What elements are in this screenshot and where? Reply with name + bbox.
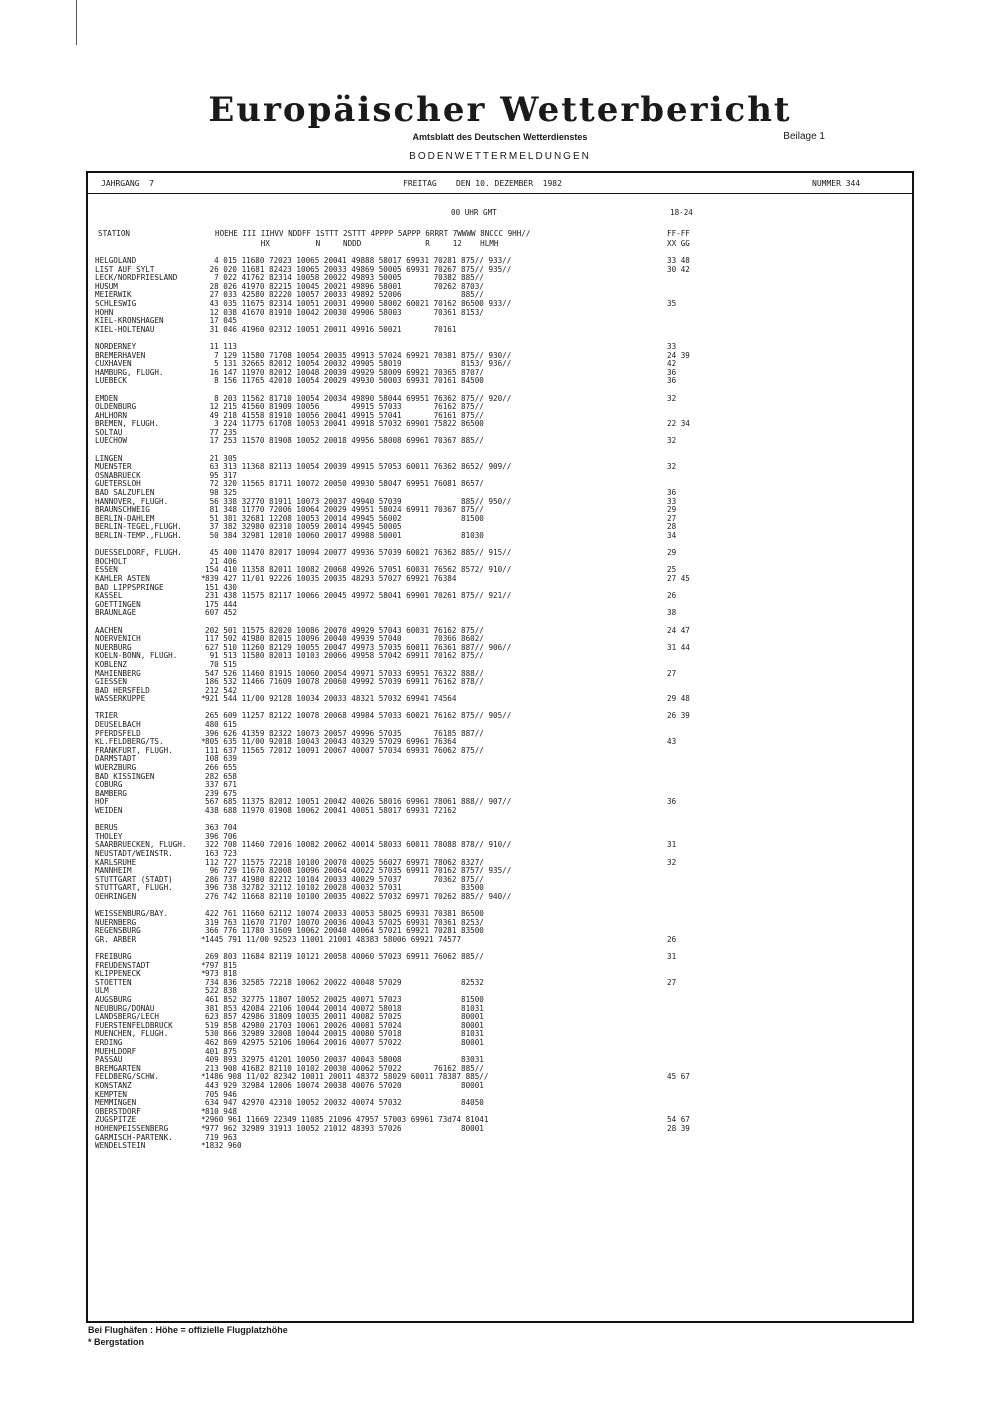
- synop-code: 286 737 41980 82212 10104 20033 40029 57037 70362 875//: [205, 874, 484, 884]
- station-name: NEUSTADT/WEINSTR.: [95, 848, 173, 858]
- synop-code: 117 502 41980 82015 10096 20040 49939 57040 70366 8602/: [205, 634, 484, 644]
- station-name: HUSUM: [95, 281, 118, 291]
- station-name: OSNABRUECK: [95, 470, 141, 480]
- station-name: FRANKFURT, FLUGH.: [95, 745, 173, 755]
- observation-time: 00 UHR GMT: [451, 208, 497, 217]
- station-name: DUESSELDORF, FLUGH.: [95, 548, 182, 558]
- synop-code: 265 609 11257 82122 10078 20068 49984 57033 60021 76162 875// 905//: [205, 711, 512, 721]
- issue-number: NUMMER 344: [812, 179, 861, 188]
- wind-gust: 27: [667, 668, 677, 678]
- synop-code: 21 305: [205, 453, 238, 463]
- synop-code: 151 430: [205, 582, 238, 592]
- station-name: KASSEL: [95, 591, 123, 601]
- wind-gust: 36: [667, 367, 677, 377]
- station-name: NUERNBERG: [95, 917, 137, 927]
- station-name: THOLEY: [95, 831, 123, 841]
- table-row: [95, 807, 900, 816]
- wind-gust: 36: [667, 376, 677, 386]
- station-name: KONSTANZ: [95, 1081, 132, 1090]
- synop-code: 202 501 11575 82020 10086 20070 49929 57043 60031 76162 875//: [205, 625, 484, 635]
- wind-gust: 32: [667, 857, 677, 867]
- station-name: PASSAU: [95, 1055, 123, 1065]
- station-name: KEMPTEN: [95, 1089, 128, 1099]
- station-name: STUTTGART (STADT): [95, 874, 173, 884]
- table-row: [95, 1142, 900, 1151]
- synop-code: 607 452: [205, 608, 238, 618]
- station-name: BERUS: [95, 823, 118, 833]
- publisher-subtitle: Amtsblatt des Deutschen Wetterdienstes: [412, 132, 588, 142]
- station-name: GUETERSLOH: [95, 479, 141, 489]
- station-name: KLIPPENECK: [95, 969, 141, 979]
- station-name: LUECHOW: [95, 436, 128, 446]
- station-name: KARLSRUHE: [95, 857, 137, 867]
- synop-code: 797 815: [205, 960, 238, 970]
- synop-code: 319 763 11670 71707 10070 20036 40043 57025 69931 70361 8253/: [205, 917, 484, 927]
- table-row: [95, 377, 900, 386]
- station-name: BERLIN-TEGEL,FLUGH.: [95, 522, 182, 532]
- station-name: FUERSTENFELDBRUCK: [95, 1020, 173, 1030]
- synop-code: 3 224 11775 61708 10053 20041 49918 57032 69901 75822 86500: [205, 419, 484, 429]
- station-name: REGENSBURG: [95, 926, 141, 936]
- station-name: BREMGARTEN: [95, 1063, 141, 1073]
- report-date: FREITAG DEN 10. DEZEMBER 1982: [403, 179, 562, 188]
- wind-gust: 25: [667, 565, 677, 575]
- synop-code: 175 444: [205, 599, 238, 609]
- synop-code: 56 338 32770 81911 10073 20037 49940 57039 885// 950//: [205, 496, 512, 506]
- synop-code: 77 235: [205, 427, 238, 437]
- station-name: MUENCHEN, FLUGH.: [95, 1029, 169, 1039]
- synop-code: 72 320 11565 81711 10072 20050 49930 58047 69951 76081 8657/: [205, 479, 484, 489]
- synop-code: 396 706: [205, 831, 238, 841]
- station-name: TRIER: [95, 711, 118, 721]
- synop-code: 547 526 11460 81915 10060 20054 49971 57033 69951 76322 888//: [205, 668, 484, 678]
- synop-code: 705 946: [205, 1089, 238, 1099]
- station-table: [95, 257, 900, 1151]
- wind-gust: 31: [667, 952, 677, 962]
- synop-code: 567 685 11375 82012 10051 20042 40026 58016 69961 78061 888// 907//: [205, 797, 512, 807]
- synop-code: 977 962 32989 31913 10052 21012 48393 57026 80001: [205, 1123, 484, 1133]
- synop-code: 163 723: [205, 848, 238, 858]
- synop-code: 266 655: [205, 763, 238, 773]
- synop-code: 12 215 41560 81909 10056 49915 57033 76162 875//: [205, 402, 484, 412]
- synop-code: 81 348 11770 72006 10064 20029 49951 58024 69911 70367 875//: [205, 505, 484, 515]
- wind-gust: 32: [667, 462, 677, 472]
- wind-gust: 26: [667, 591, 677, 601]
- synop-code: 108 639: [205, 754, 238, 764]
- station-name: OLDENBURG: [95, 402, 137, 412]
- synop-code: 51 381 32681 12208 10053 20014 49945 56002 81500: [205, 513, 484, 523]
- station-name: HAMBURG, FLUGH.: [95, 367, 164, 377]
- synop-code: 21 406: [205, 556, 238, 566]
- synop-code: 17 253 11570 81908 10052 20018 49956 58008 69961 70367 885//: [205, 436, 484, 446]
- wind-gust: 22 34: [667, 419, 690, 429]
- station-name: BRAUNSCHWEIG: [95, 505, 150, 515]
- wind-gust: 33: [667, 496, 677, 506]
- station-name: KOBLENZ: [95, 659, 128, 669]
- mountain-station-marker: *: [201, 934, 206, 944]
- synop-code: 49 218 41558 81910 10056 20041 49915 57041 76161 875//: [205, 410, 484, 420]
- station-name: AUGSBURG: [95, 995, 132, 1005]
- synop-code: 17 045: [205, 316, 238, 326]
- wind-gust: 36: [667, 797, 677, 807]
- station-name: GOETTINGEN: [95, 599, 141, 609]
- station-name: OEHRINGEN: [95, 891, 137, 901]
- station-name: AHLHORN: [95, 410, 128, 420]
- wind-gust: 43: [667, 737, 677, 747]
- code-header-line2: HX N NDDD R 12 HLMH: [215, 239, 499, 248]
- station-name: COBURG: [95, 780, 123, 790]
- synop-code: 381 853 42084 22106 10044 20014 40072 58018 81031: [205, 1003, 484, 1013]
- synop-code: 4 015 11680 72023 10065 20041 49888 58017 69931 70281 875// 933//: [205, 256, 512, 265]
- code-header-line1: HOEHE III IIHVV NDDFF 1STTT 2STTT 4PPPP 5APPP 6RRRT 7WWWW 8NCCC 9HH//: [215, 229, 531, 238]
- synop-code: 973 818: [205, 969, 238, 979]
- wind-gust: 26 39: [667, 711, 690, 721]
- mountain-station-marker: *: [201, 694, 206, 704]
- station-name: MEMMINGEN: [95, 1098, 137, 1108]
- mountain-station-marker: *: [201, 1141, 206, 1151]
- station-name: OBERSTDORF: [95, 1106, 141, 1116]
- station-name: BERLIN-TEMP.,FLUGH.: [95, 531, 182, 540]
- synop-code: 422 761 11660 62112 10074 20033 40053 58025 69931 70381 86500: [205, 909, 484, 919]
- station-name: FREIBURG: [95, 952, 132, 962]
- report-subtitle: BODENWETTERMELDUNGEN: [409, 151, 591, 162]
- station-name: BAD SALZUFLEN: [95, 488, 155, 498]
- station-name: LECK/NORDFRIESLAND: [95, 273, 178, 283]
- station-name: BERLIN-DAHLEM: [95, 513, 155, 523]
- synop-code: 522 838: [205, 986, 238, 996]
- synop-code: 734 836 32585 72218 10062 20022 40048 57029 82532: [205, 977, 484, 987]
- station-name: DARMSTADT: [95, 754, 137, 764]
- table-row: [95, 695, 900, 704]
- table-row: [95, 326, 900, 335]
- station-name: KIEL-KRONSHAGEN: [95, 316, 164, 326]
- station-name: AACHEN: [95, 625, 123, 635]
- synop-code: 1445 791 11/00 92523 11001 21001 48383 58006 69921 74577: [205, 934, 462, 944]
- station-name: MEIERWIK: [95, 290, 132, 300]
- station-name: KOELN-BONN, FLUGH.: [95, 651, 178, 661]
- synop-code: 11 113: [205, 341, 238, 351]
- synop-code: 396 626 41359 82322 10073 20057 49996 57035 76185 887//: [205, 728, 484, 738]
- station-name: GR. ARBER: [95, 934, 137, 944]
- synop-code: 16 147 11970 82012 10048 20039 49929 58009 69921 70365 8707/: [205, 367, 484, 377]
- synop-code: 719 963: [205, 1132, 238, 1142]
- wind-gust: 31 44: [667, 642, 690, 652]
- station-name: WEISSENBURG/BAY.: [95, 909, 169, 919]
- wind-gust: 29: [667, 548, 677, 558]
- station-name: HOHENPEISSENBERG: [95, 1123, 169, 1133]
- beilage-label: Beilage 1: [783, 131, 825, 142]
- wind-gust: 26: [667, 934, 677, 944]
- station-name: HANNOVER, FLUGH.: [95, 496, 169, 506]
- table-row: [95, 609, 900, 618]
- mountain-station-marker: *: [201, 969, 206, 979]
- station-name: HOF: [95, 797, 109, 807]
- synop-code: 37 382 32980 02310 10059 20014 49945 50005: [205, 522, 402, 532]
- station-name: DEUSELBACH: [95, 720, 141, 730]
- mountain-station-marker: *: [201, 737, 206, 747]
- station-name: WASSERKUPPE: [95, 694, 146, 704]
- synop-code: 461 852 32775 11807 10052 20025 40071 57023 81500: [205, 995, 484, 1005]
- wind-gust: 27: [667, 513, 677, 523]
- station-name: LINGEN: [95, 453, 123, 463]
- table-row: [95, 532, 900, 541]
- station-name: NUERBURG: [95, 642, 132, 652]
- header-separator: [86, 193, 914, 194]
- wind-gust: 32: [667, 393, 677, 403]
- station-name: FELDBERG/SCHW.: [95, 1072, 160, 1082]
- station-name: STOETTEN: [95, 977, 132, 987]
- station-name: BREMEN, FLUGH.: [95, 419, 160, 429]
- wind-gust: 38: [667, 608, 677, 618]
- mountain-station-marker: *: [201, 1115, 206, 1125]
- ff-time-range: 18-24: [670, 208, 693, 217]
- top-edge-line: [76, 0, 77, 45]
- synop-code: 282 658: [205, 771, 238, 781]
- station-name: SOLTAU: [95, 427, 123, 437]
- wind-gust: 45 67: [667, 1072, 690, 1082]
- synop-code: 396 738 32782 32112 10102 20028 40032 57031 83500: [205, 883, 484, 893]
- ff-header-line2: XX GG: [667, 239, 690, 248]
- station-name: GIESSEN: [95, 677, 128, 687]
- station-name: BREMERHAVEN: [95, 350, 146, 360]
- station-name: ZUGSPITZE: [95, 1115, 137, 1125]
- station-name: MUEHLDORF: [95, 1046, 137, 1056]
- station-name: KL.FELDBERG/TS.: [95, 737, 164, 747]
- station-name: BAD KISSINGEN: [95, 771, 155, 781]
- station-name: BAD LIPPSPRINGE: [95, 582, 164, 592]
- synop-code: 1486 908 11/02 82342 10011 20011 48372 58029 60011 78387 885//: [205, 1072, 489, 1082]
- wind-gust: 34: [667, 531, 677, 540]
- synop-code: 28 026 41970 82215 10045 20021 49896 58001 70262 8703/: [205, 281, 484, 291]
- station-name: EMDEN: [95, 393, 118, 403]
- synop-code: 519 858 42980 21703 10061 20026 40081 57024 80001: [205, 1020, 484, 1030]
- synop-code: 480 615: [205, 720, 238, 730]
- synop-code: 31 046 41960 02312 10051 20011 49916 50021 70161: [205, 324, 457, 334]
- synop-code: 26 020 11681 82423 10065 20033 49869 50005 69931 70267 875// 935//: [205, 264, 512, 274]
- synop-code: 839 427 11/01 92226 10035 20035 48293 57027 69921 76384: [205, 573, 457, 583]
- wind-gust: 35: [667, 298, 677, 308]
- synop-code: 7 022 41762 82314 10058 20022 49893 50005 70382 885//: [205, 273, 484, 283]
- wind-gust: 29: [667, 505, 677, 515]
- wind-gust: 30 42: [667, 264, 690, 274]
- synop-code: 366 776 11780 31609 10062 20040 40064 57021 69921 70281 83500: [205, 926, 484, 936]
- station-name: BRAUNLAGE: [95, 608, 137, 618]
- wind-gust: 33: [667, 341, 677, 351]
- station-name: SAARBRUECKEN, FLUGH.: [95, 840, 187, 850]
- synop-code: 45 400 11470 82017 10094 20077 49936 57039 60021 76362 885// 915//: [205, 548, 512, 558]
- synop-code: 2960 961 11669 22349 11085 21096 47957 57003 69961 73d74 81041: [205, 1115, 489, 1125]
- footnote-mountain: * Bergstation: [88, 1337, 145, 1347]
- wind-gust: 54 67: [667, 1115, 690, 1125]
- station-name: MAHIENBERG: [95, 668, 141, 678]
- station-column-header: STATION: [98, 229, 131, 238]
- footnote-airports: Bei Flughäfen : Höhe = offizielle Flugplatzhöhe: [88, 1325, 288, 1335]
- synop-code: 186 532 11466 71609 10078 20060 49992 57039 69911 76162 878//: [205, 677, 484, 687]
- mountain-station-marker: *: [201, 1123, 206, 1133]
- synop-code: 239 675: [205, 788, 238, 798]
- table-row: [95, 893, 900, 902]
- station-name: HOHN: [95, 307, 114, 317]
- wind-gust: 24 39: [667, 350, 690, 360]
- synop-code: 50 384 32981 12010 10060 20017 49988 50001 81030: [205, 531, 484, 540]
- synop-code: 111 637 11565 72012 10091 20067 40007 57034 69931 76062 875//: [205, 745, 484, 755]
- synop-code: 7 129 11580 71708 10054 20035 49913 57024 69921 70381 875// 930//: [205, 350, 512, 360]
- wind-gust: 27 45: [667, 573, 690, 583]
- station-name: BAMBERG: [95, 788, 128, 798]
- station-name: CUXHAVEN: [95, 359, 132, 369]
- station-name: PFERDSFELD: [95, 728, 141, 738]
- mountain-station-marker: *: [201, 573, 206, 583]
- synop-code: 337 671: [205, 780, 238, 790]
- table-row: [95, 437, 900, 446]
- mountain-station-marker: *: [201, 960, 206, 970]
- synop-code: 627 510 11260 82129 10055 20047 49973 57035 60011 76361 887// 906//: [205, 642, 512, 652]
- station-name: SCHLESWIG: [95, 298, 137, 308]
- wind-gust: 42: [667, 359, 677, 369]
- station-name: FREUDENSTADT: [95, 960, 150, 970]
- station-name: LIST AUF SYLT: [95, 264, 155, 274]
- station-name: LUEBECK: [95, 376, 128, 386]
- wind-gust: 32: [667, 436, 677, 446]
- synop-code: 70 515: [205, 659, 238, 669]
- synop-code: 276 742 11668 82110 10100 20035 40022 57032 69971 70262 885// 940//: [205, 891, 512, 901]
- synop-code: 231 438 11575 82117 10066 20045 49972 58041 69901 70261 875// 921//: [205, 591, 512, 601]
- synop-code: 322 708 11460 72016 10082 20062 40014 58033 60011 78088 878// 910//: [205, 840, 512, 850]
- station-name: ULM: [95, 986, 109, 996]
- synop-code: 212 542: [205, 685, 238, 695]
- wind-gust: 27: [667, 977, 677, 987]
- synop-code: 363 704: [205, 823, 238, 833]
- station-name: WUERZBURG: [95, 763, 137, 773]
- wind-gust: 33 48: [667, 256, 690, 265]
- station-name: BAD HERSFELD: [95, 685, 150, 695]
- station-name: NORDERNEY: [95, 341, 137, 351]
- synop-code: 98 325: [205, 488, 238, 498]
- synop-code: 95 317: [205, 470, 238, 480]
- synop-code: 462 869 42975 52106 10064 20016 40077 57022 80001: [205, 1038, 484, 1048]
- synop-code: 409 893 32975 41201 10050 20037 40043 58008 83031: [205, 1055, 484, 1065]
- mountain-station-marker: *: [201, 1106, 206, 1116]
- synop-code: 112 727 11575 72218 10100 20070 40025 56027 69971 78062 8327/: [205, 857, 484, 867]
- synop-code: 8 156 11765 42010 10054 20029 49930 50003 69931 70161 84500: [205, 376, 484, 386]
- synop-code: 921 544 11/00 92128 10034 20033 48321 57032 69941 74564: [205, 694, 457, 704]
- synop-code: 1832 960: [205, 1141, 242, 1151]
- synop-code: 43 035 11675 82314 10051 20031 49900 58002 60021 70162 86500 933//: [205, 298, 512, 308]
- station-name: LANDSBERG/LECH: [95, 1012, 160, 1022]
- wind-gust: 24 47: [667, 625, 690, 635]
- station-name: NOERVENICH: [95, 634, 141, 644]
- synop-code: 96 729 11670 82008 10096 20064 40022 57035 69911 70162 8757/ 935//: [205, 866, 512, 876]
- synop-code: 269 803 11684 82119 10121 20058 40060 57023 69911 76062 885//: [205, 952, 484, 962]
- station-name: ESSEN: [95, 565, 118, 575]
- station-name: WEIDEN: [95, 806, 123, 815]
- page-title: Europäischer Wetterbericht: [208, 90, 792, 130]
- wind-gust: 36: [667, 488, 677, 498]
- synop-code: 805 635 11/00 92018 10043 20043 40329 57029 69961 76364: [205, 737, 457, 747]
- synop-code: 27 033 42580 82220 10057 20033 49892 52006 885//: [205, 290, 484, 300]
- station-name: MUENSTER: [95, 462, 132, 472]
- station-name: GARMISCH-PARTENK.: [95, 1132, 173, 1142]
- wind-gust: 28 39: [667, 1123, 690, 1133]
- ff-header-line1: FF-FF: [667, 229, 690, 238]
- synop-code: 213 908 41682 82110 10102 20030 40062 57022 76162 885//: [205, 1063, 484, 1073]
- station-name: ERDING: [95, 1038, 123, 1048]
- synop-code: 5 131 32665 82012 10054 20032 49905 58019 8153/ 936//: [205, 359, 512, 369]
- synop-code: 810 948: [205, 1106, 238, 1116]
- synop-code: 623 857 42986 31809 10035 20011 40082 57025 80001: [205, 1012, 484, 1022]
- synop-code: 91 513 11580 82013 10103 20066 49958 57042 69911 70162 875//: [205, 651, 484, 661]
- station-name: NEUBURG/DONAU: [95, 1003, 155, 1013]
- synop-code: 154 410 11358 82011 10082 20068 49926 57051 60031 76562 8572/ 910//: [205, 565, 512, 575]
- synop-code: 12 038 41670 81910 10042 20030 49906 58003 70361 8153/: [205, 307, 484, 317]
- table-row: [95, 936, 900, 945]
- synop-code: 63 313 11368 82113 10054 20039 49915 57053 60011 76362 8652/ 909//: [205, 462, 512, 472]
- station-name: MANNHEIM: [95, 866, 132, 876]
- station-name: HELGOLAND: [95, 256, 137, 265]
- synop-code: 443 929 32984 12006 10074 20038 40076 57020 80001: [205, 1081, 484, 1090]
- wind-gust: 29 48: [667, 694, 690, 704]
- station-name: STUTTGART, FLUGH.: [95, 883, 173, 893]
- synop-code: 634 947 42970 42310 10052 20032 40074 57032 84050: [205, 1098, 484, 1108]
- synop-code: 438 688 11970 01908 10062 20041 40051 58017 69931 72162: [205, 806, 457, 815]
- station-name: KIEL-HOLTENAU: [95, 324, 155, 334]
- mountain-station-marker: *: [201, 1072, 206, 1082]
- station-name: KAHLER ASTEN: [95, 573, 150, 583]
- synop-code: 530 866 32989 32008 10044 20015 40080 57018 81031: [205, 1029, 484, 1039]
- wind-gust: 28: [667, 522, 677, 532]
- jahrgang-label: JAHRGANG 7: [101, 179, 154, 188]
- wind-gust: 31: [667, 840, 677, 850]
- synop-code: 401 875: [205, 1046, 238, 1056]
- station-name: WENDELSTEIN: [95, 1141, 146, 1151]
- synop-code: 8 203 11562 81710 10054 20034 49890 58044 69951 76362 875// 920//: [205, 393, 512, 403]
- station-name: BOCHOLT: [95, 556, 128, 566]
